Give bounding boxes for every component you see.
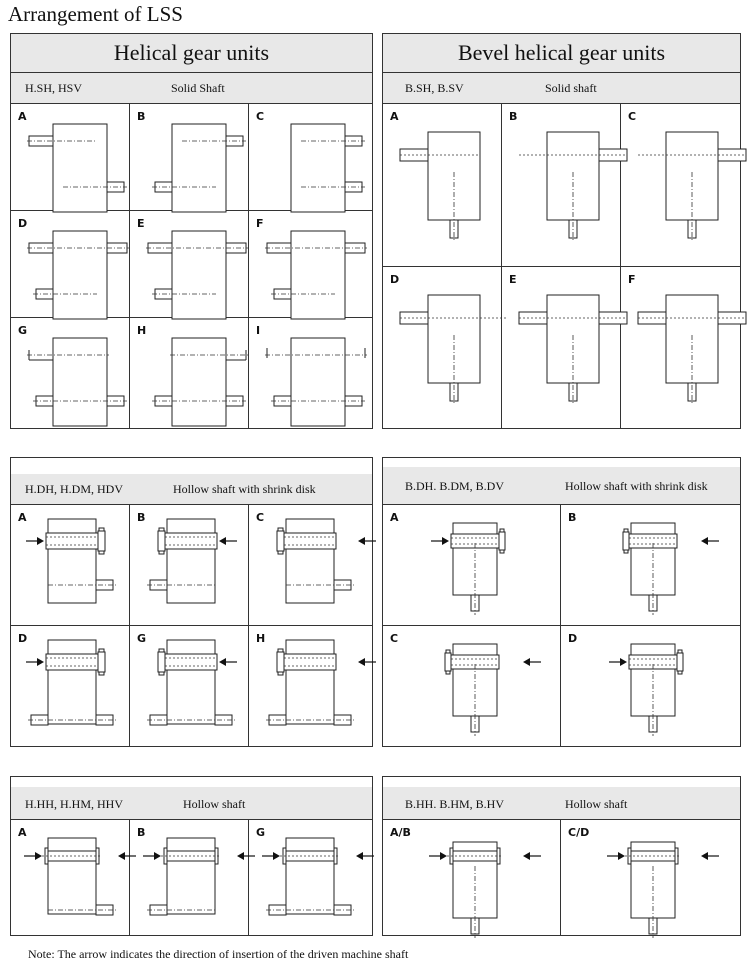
arrangement-label: B [137, 110, 146, 123]
arrangement-label: D [390, 273, 400, 286]
gear-unit-drawing [383, 104, 501, 266]
arrangement-cell-i [249, 318, 372, 428]
panel-bevel-shrink [382, 457, 741, 747]
gear-unit-drawing [502, 104, 620, 266]
arrangement-label: A [18, 826, 27, 839]
arrangement-cell-a [11, 505, 130, 626]
arrangement-label: C [628, 110, 637, 123]
gear-unit-drawing [502, 267, 620, 428]
gear-unit-drawing [130, 626, 248, 746]
panel-helical-solid [10, 33, 373, 429]
subtitle-shaft-type: Hollow shaft [183, 797, 246, 811]
gear-unit-drawing [11, 626, 129, 746]
arrangement-label: E [509, 273, 517, 286]
gear-unit-drawing [249, 104, 372, 210]
gear-unit-drawing [11, 505, 129, 625]
panel-subtitle [383, 467, 740, 505]
subtitle-codes: H.DH, H.DM, HDV [25, 482, 123, 496]
arrangement-label: F [628, 273, 636, 286]
arrangement-label: A [18, 511, 27, 524]
gear-unit-drawing [249, 626, 372, 746]
subtitle-codes: H.SH, HSV [25, 81, 83, 95]
arrangement-label: C [256, 110, 265, 123]
arrangement-cell-h [130, 318, 249, 428]
arrangement-cell-c-d [561, 820, 740, 935]
arrangement-label: D [18, 632, 28, 645]
gear-unit-drawing [383, 505, 560, 625]
arrangement-grid [11, 505, 372, 746]
footnote: Note: The arrow indicates the direction of insertion of the driven machine shaft [28, 947, 409, 961]
gear-unit-drawing [130, 505, 248, 625]
gear-unit-drawing [621, 104, 740, 266]
arrangement-cell-d [11, 626, 130, 746]
subtitle-codes: H.HH, H.HM, HHV [25, 797, 123, 811]
arrangement-label: C [390, 632, 399, 645]
arrangement-label: B [568, 511, 577, 524]
gear-unit-drawing [11, 820, 129, 935]
arrangement-cell-b [130, 104, 249, 211]
arrangement-grid [383, 104, 740, 428]
arrangement-cell-a [11, 820, 130, 935]
arrangement-label: B [137, 826, 146, 839]
panel-bevel-solid [382, 33, 741, 429]
arrangement-cell-a [383, 505, 561, 626]
subtitle-shaft-type: Solid shaft [545, 81, 597, 95]
arrangement-grid [11, 104, 372, 428]
gear-unit-drawing [130, 104, 248, 210]
arrangement-cell-e [130, 211, 249, 318]
panel-header: Bevel helical gear units [383, 34, 740, 73]
panel-header: Helical gear units [11, 34, 372, 73]
arrangement-cell-b [561, 505, 740, 626]
panel-subtitle [11, 787, 372, 820]
arrangement-label: C/D [568, 826, 590, 839]
arrangement-cell-c [383, 626, 561, 746]
arrangement-label: D [18, 217, 28, 230]
arrangement-label: I [256, 324, 261, 337]
arrangement-label: B [509, 110, 518, 123]
panel-subtitle [383, 787, 740, 820]
panel-subtitle [11, 474, 372, 505]
arrangement-label: A [18, 110, 27, 123]
gear-unit-drawing [130, 211, 248, 317]
subtitle-shaft-type: Solid Shaft [171, 81, 225, 95]
gear-unit-drawing [621, 267, 740, 428]
arrangement-grid [383, 505, 740, 746]
subtitle-shaft-type: Hollow shaft with shrink disk [565, 479, 708, 493]
arrangement-label: A [390, 511, 399, 524]
panel-helical-hollow [10, 776, 373, 936]
panel-subtitle [11, 73, 372, 104]
arrangement-cell-g [11, 318, 130, 428]
arrangement-cell-d [11, 211, 130, 318]
arrangement-label: E [137, 217, 145, 230]
arrangement-cell-g [249, 820, 372, 935]
gear-unit-drawing [11, 104, 129, 210]
panel-subtitle [383, 73, 740, 104]
gear-unit-drawing [249, 211, 372, 317]
gear-unit-drawing [383, 626, 560, 746]
gear-unit-drawing [249, 505, 372, 625]
arrangement-label: A/B [390, 826, 411, 839]
arrangement-cell-a-b [383, 820, 561, 935]
arrangement-label: F [256, 217, 264, 230]
gear-unit-drawing [249, 820, 372, 935]
arrangement-label: D [568, 632, 578, 645]
subtitle-codes: B.SH, B.SV [405, 81, 464, 95]
arrangement-cell-b [130, 505, 249, 626]
arrangement-cell-h [249, 626, 372, 746]
arrangement-cell-d [561, 626, 740, 746]
arrangement-grid [11, 820, 372, 935]
arrangement-cell-c [621, 104, 740, 267]
arrangement-label: B [137, 511, 146, 524]
gear-unit-drawing [11, 318, 129, 428]
arrangement-grid [383, 820, 740, 935]
panel-bevel-hollow [382, 776, 741, 936]
subtitle-codes: B.DH. B.DM, B.DV [405, 479, 505, 493]
subtitle-shaft-type: Hollow shaft [565, 797, 628, 811]
subtitle-shaft-type: Hollow shaft with shrink disk [173, 482, 316, 496]
arrangement-label: A [390, 110, 399, 123]
arrangement-cell-f [249, 211, 372, 318]
gear-unit-drawing [130, 820, 248, 935]
arrangement-cell-c [249, 104, 372, 211]
panel-helical-shrink [10, 457, 373, 747]
arrangement-cell-e [502, 267, 621, 428]
arrangement-cell-b [130, 820, 249, 935]
gear-unit-drawing [383, 267, 501, 428]
gear-unit-drawing [561, 626, 740, 746]
arrangement-label: G [256, 826, 266, 839]
arrangement-cell-a [11, 104, 130, 211]
arrangement-cell-f [621, 267, 740, 428]
arrangement-cell-b [502, 104, 621, 267]
subtitle-codes: B.HH. B.HM, B.HV [405, 797, 505, 811]
arrangement-cell-d [383, 267, 502, 428]
gear-unit-drawing [11, 211, 129, 317]
gear-unit-drawing [249, 318, 372, 428]
gear-unit-drawing [561, 505, 740, 625]
arrangement-label: H [256, 632, 266, 645]
arrangement-label: G [137, 632, 147, 645]
gear-unit-drawing [130, 318, 248, 428]
arrangement-label: H [137, 324, 147, 337]
arrangement-cell-g [130, 626, 249, 746]
arrangement-label: C [256, 511, 265, 524]
arrangement-cell-c [249, 505, 372, 626]
arrangement-cell-a [383, 104, 502, 267]
page-title: Arrangement of LSS [8, 2, 183, 26]
arrangement-label: G [18, 324, 28, 337]
